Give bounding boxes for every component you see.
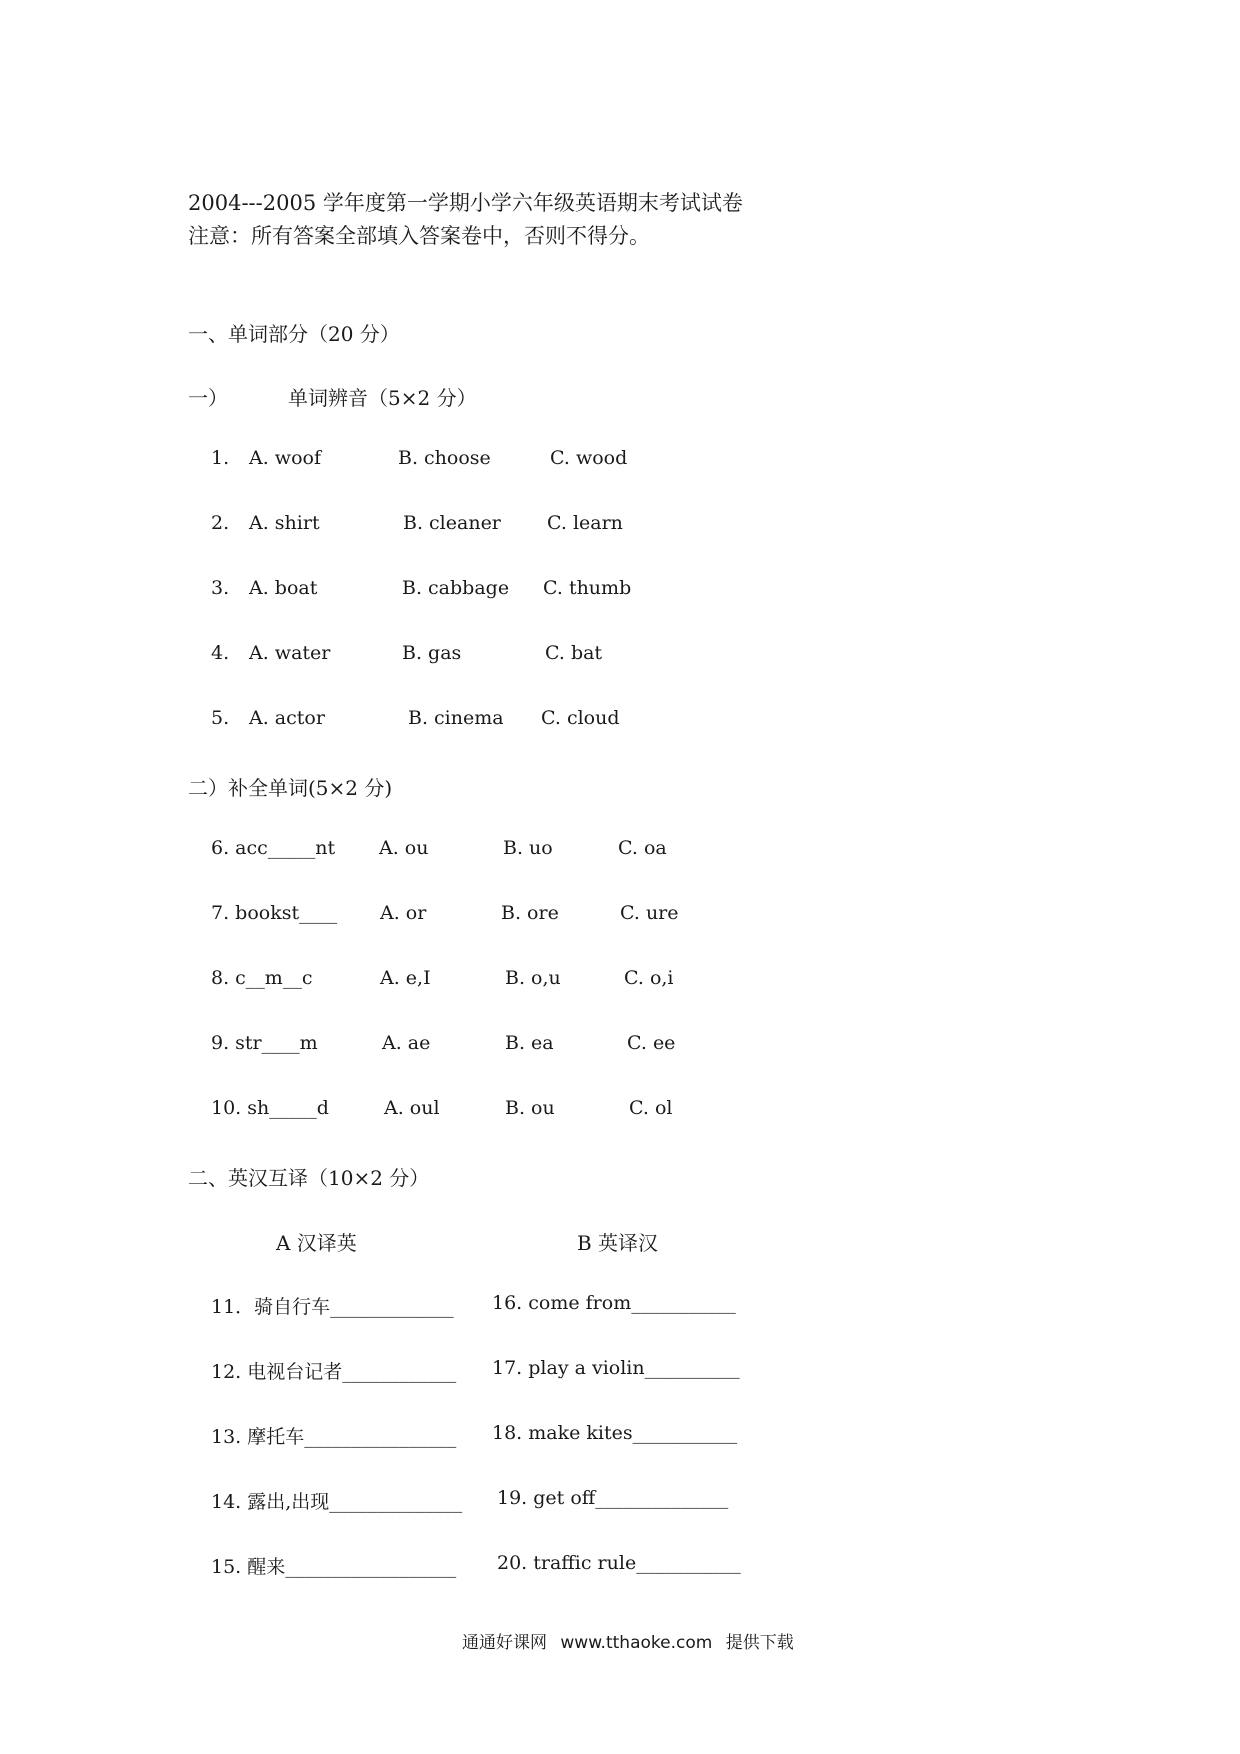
option-a: A. woof: [249, 447, 321, 469]
option-b: B. o,u: [505, 967, 561, 989]
option-b: B. ea: [505, 1032, 554, 1054]
option-c: C. thumb: [543, 577, 632, 599]
question-number: 5.: [211, 707, 230, 729]
part1-heading: 一、单词部分（20 分）: [188, 322, 400, 346]
option-c: C. ol: [629, 1097, 673, 1119]
option-b: B. uo: [503, 837, 553, 859]
translation-en-to-cn: 18. make kites___________: [492, 1422, 738, 1444]
option-c: C. cloud: [541, 707, 620, 729]
option-b: B. gas: [402, 642, 462, 664]
translation-en-to-cn: 17. play a violin__________: [492, 1357, 740, 1379]
part2-heading: 二、英汉互译（10×2 分）: [188, 1166, 430, 1190]
exam-title: 2004---2005 学年度第一学期小学六年级英语期末考试试卷: [188, 191, 743, 215]
part1-sub1-num: 一）: [188, 386, 228, 410]
page-footer: [462, 1628, 794, 1653]
word-blank: 9. str____m: [211, 1032, 318, 1054]
option-c: C. wood: [550, 447, 628, 469]
word-blank: 6. acc_____nt: [211, 837, 336, 859]
question-number: 4.: [211, 642, 230, 664]
option-a: A. ae: [382, 1032, 431, 1054]
option-b: B. cleaner: [403, 512, 501, 534]
column-a-heading: A 汉译英: [276, 1231, 357, 1255]
question-number: 2.: [211, 512, 230, 534]
translation-en-to-cn: 16. come from___________: [492, 1292, 736, 1314]
footer-url[interactable]: www.tthaoke.com: [560, 1633, 713, 1653]
option-b: B. ore: [501, 902, 559, 924]
option-b: B. choose: [398, 447, 491, 469]
translation-cn-to-en: 15. 醒来__________________: [211, 1556, 457, 1578]
option-a: A. actor: [249, 707, 325, 729]
option-b: B. cinema: [408, 707, 504, 729]
word-blank: 10. sh_____d: [211, 1097, 329, 1119]
option-c: C. oa: [618, 837, 667, 859]
translation-en-to-cn: 19. get off______________: [497, 1487, 729, 1509]
option-a: A. oul: [384, 1097, 440, 1119]
option-c: C. bat: [545, 642, 603, 664]
option-a: A. water: [249, 642, 331, 664]
question-number: 3.: [211, 577, 230, 599]
option-c: C. ure: [620, 902, 679, 924]
word-blank: 8. c__m__c: [211, 967, 313, 989]
option-c: C. ee: [627, 1032, 676, 1054]
part1-sub2-heading: 二）补全单词(5×2 分): [188, 776, 393, 800]
question-number: 1.: [211, 447, 230, 469]
option-a: A. or: [380, 902, 427, 924]
option-b: B. ou: [505, 1097, 555, 1119]
part1-sub1-label: 单词辨音（5×2 分）: [288, 386, 477, 410]
translation-cn-to-en: 14. 露出,出现______________: [211, 1491, 463, 1513]
column-b-heading: B 英译汉: [577, 1231, 659, 1255]
option-c: C. o,i: [624, 967, 674, 989]
translation-cn-to-en: 11．骑自行车_____________: [211, 1296, 454, 1318]
option-a: A. e,I: [380, 967, 431, 989]
exam-notice: 注意：所有答案全部填入答案卷中，否则不得分。: [188, 224, 650, 248]
option-c: C. learn: [547, 512, 623, 534]
footer-tail: 提供下载: [725, 1633, 794, 1653]
translation-en-to-cn: 20. traffic rule___________: [497, 1552, 741, 1574]
word-blank: 7. bookst____: [211, 902, 338, 924]
option-a: A. ou: [379, 837, 429, 859]
option-a: A. boat: [249, 577, 318, 599]
option-b: B. cabbage: [402, 577, 510, 599]
option-a: A. shirt: [249, 512, 320, 534]
translation-cn-to-en: 12. 电视台记者____________: [211, 1361, 457, 1383]
translation-cn-to-en: 13. 摩托车________________: [211, 1426, 457, 1448]
footer-site-name: 通通好课网: [462, 1633, 547, 1653]
